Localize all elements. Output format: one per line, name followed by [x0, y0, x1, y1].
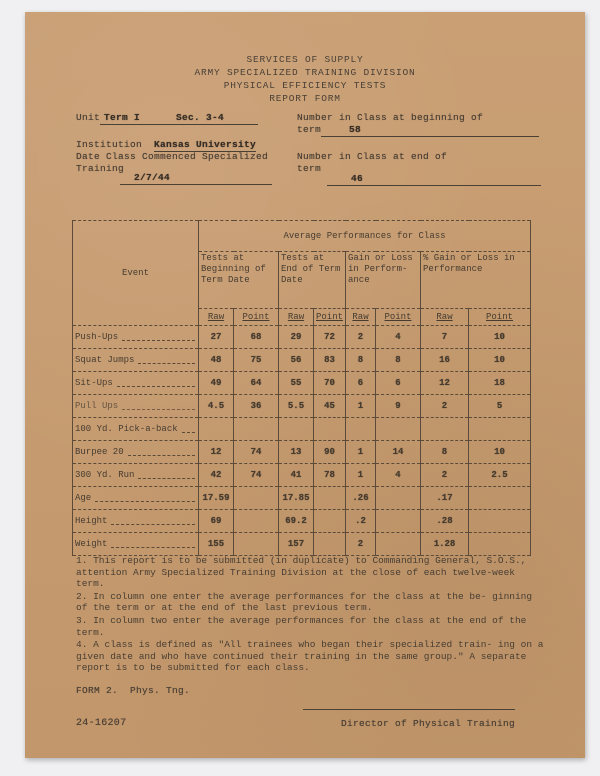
cell-value: 2: [421, 395, 469, 418]
cell-value: 69.2: [279, 510, 314, 533]
cell-value: 55: [279, 372, 314, 395]
end-label-line1: Number in Class at end of: [297, 151, 448, 162]
cell-value: .26: [346, 487, 376, 510]
cell-value: .17: [421, 487, 469, 510]
cell-value: [376, 533, 421, 556]
cell-value: 64: [234, 372, 279, 395]
event-label: Burpee 20: [75, 446, 124, 457]
cell-value: 8: [346, 349, 376, 372]
subheader-point-4: Point: [469, 309, 531, 326]
subheader-point-2: Point: [314, 309, 346, 326]
cell-value: .28: [421, 510, 469, 533]
document-title-block: [25, 53, 585, 105]
cell-value: 78: [314, 464, 346, 487]
cell-value: 90: [314, 441, 346, 464]
cell-value: 2.5: [469, 464, 531, 487]
note-2: 2. In column one enter the average performances for the class at the be- ginning of the term or at the end of the last previous term.: [76, 590, 533, 614]
cell-value: 5.5: [279, 395, 314, 418]
cell-value: 49: [199, 372, 234, 395]
begin-value: 58: [321, 124, 539, 137]
cell-value: [199, 418, 234, 441]
cell-value: 74: [234, 464, 279, 487]
date-label-line2: Training: [76, 163, 125, 174]
cell-value: 16: [421, 349, 469, 372]
event-label: Weight: [75, 538, 108, 549]
cell-value: .2: [346, 510, 376, 533]
begin-label-line1: Number in Class at beginning of: [297, 112, 484, 123]
cell-value: 1: [346, 395, 376, 418]
cell-value: [314, 533, 346, 556]
cell-value: 2: [421, 464, 469, 487]
cell-value: [469, 533, 531, 556]
cell-value: [234, 533, 279, 556]
cell-value: 12: [421, 372, 469, 395]
event-label: Squat Jumps: [75, 354, 135, 365]
col-header-span: Average Performances for Class: [199, 221, 531, 252]
cell-value: [469, 487, 531, 510]
institution-label: Institution: [76, 139, 143, 150]
table-row: [73, 349, 531, 372]
table-row: [73, 464, 531, 487]
cell-value: 17.85: [279, 487, 314, 510]
cell-value: [346, 418, 376, 441]
cell-value: 8: [376, 349, 421, 372]
table-row: [73, 533, 531, 556]
event-label: 300 Yd. Run: [75, 469, 135, 480]
cell-value: 2: [346, 533, 376, 556]
cell-value: 41: [279, 464, 314, 487]
subheader-raw-3: Raw: [346, 309, 376, 326]
cell-value: 72: [314, 326, 346, 349]
cell-value: 56: [279, 349, 314, 372]
title-line-3: PHYSICAL EFFICIENCY TESTS: [223, 80, 387, 91]
end-label-line2: term: [297, 163, 322, 174]
table-row: [73, 326, 531, 349]
cell-value: 83: [314, 349, 346, 372]
event-label: 100 Yd. Pick-a-back: [75, 423, 178, 434]
group-header-end: Tests at End of Term Date: [279, 252, 346, 309]
cell-value: 4: [376, 326, 421, 349]
document-number: 24-16207: [76, 718, 127, 729]
cell-value: 7: [421, 326, 469, 349]
cell-value: [314, 487, 346, 510]
cell-value: [376, 487, 421, 510]
table-row: [73, 395, 531, 418]
cell-value: 10: [469, 349, 531, 372]
cell-value: [234, 487, 279, 510]
group-header-gain: Gain or Loss in Perform- ance: [346, 252, 421, 309]
scanned-report-form: [25, 12, 585, 758]
cell-value: 1.28: [421, 533, 469, 556]
cell-value: 157: [279, 533, 314, 556]
begin-field: [297, 124, 539, 137]
performance-table: [72, 220, 531, 556]
cell-value: 8: [421, 441, 469, 464]
cell-value: [376, 510, 421, 533]
cell-value: 68: [234, 326, 279, 349]
signature-line: [303, 709, 515, 710]
group-header-begin: Tests at Beginning of Term Date: [199, 252, 279, 309]
cell-value: 1: [346, 464, 376, 487]
cell-value: 36: [234, 395, 279, 418]
subheader-raw-1: Raw: [199, 309, 234, 326]
signature-title: Director of Physical Training: [340, 718, 515, 729]
cell-value: 70: [314, 372, 346, 395]
begin-label-line2: term: [297, 124, 322, 135]
cell-value: [376, 418, 421, 441]
cell-value: 29: [279, 326, 314, 349]
subheader-raw-2: Raw: [279, 309, 314, 326]
date-label-line1: Date Class Commenced Specialized: [76, 151, 269, 162]
cell-value: 4: [376, 464, 421, 487]
unit-label: Unit: [76, 112, 101, 123]
cell-value: [234, 418, 279, 441]
subheader-raw-4: Raw: [421, 309, 469, 326]
cell-value: 45: [314, 395, 346, 418]
table-row: [73, 487, 531, 510]
cell-value: [314, 510, 346, 533]
cell-value: [279, 418, 314, 441]
group-header-pct: % Gain or Loss in Performance: [421, 252, 531, 309]
cell-value: 10: [469, 441, 531, 464]
cell-value: 13: [279, 441, 314, 464]
date-value: 2/7/44: [120, 172, 272, 185]
cell-value: 6: [376, 372, 421, 395]
form-number-line: FORM 2. Phys. Tng.: [76, 685, 191, 696]
cell-value: 9: [376, 395, 421, 418]
cell-value: 14: [376, 441, 421, 464]
unit-value: Term I Sec. 3-4: [100, 112, 258, 125]
cell-value: [314, 418, 346, 441]
note-3: 3. In column two enter the average performances for the class at the end of the term.: [76, 614, 527, 638]
cell-value: 12: [199, 441, 234, 464]
note-4: 4. A class is defined as "All trainees who began their specialized train- ing on a given date and who have continued their training in the same group." A separate report is to be submitted for each class.: [76, 639, 544, 674]
table-row: [73, 510, 531, 533]
cell-value: 155: [199, 533, 234, 556]
col-header-event: Event: [73, 221, 199, 326]
cell-value: 27: [199, 326, 234, 349]
subheader-point-3: Point: [376, 309, 421, 326]
event-label: Age: [75, 492, 92, 503]
end-field: [327, 173, 541, 186]
cell-value: 69: [199, 510, 234, 533]
cell-value: 74: [234, 441, 279, 464]
cell-value: [469, 510, 531, 533]
cell-value: [421, 418, 469, 441]
subheader-point-1: Point: [234, 309, 279, 326]
cell-value: 4.5: [199, 395, 234, 418]
event-label: Sit-Ups: [75, 377, 113, 388]
end-value: 46: [327, 173, 541, 186]
cell-value: [234, 510, 279, 533]
event-label: Push-Ups: [75, 331, 119, 342]
institution-value: Kansas University: [154, 139, 257, 150]
cell-value: 42: [199, 464, 234, 487]
cell-value: 10: [469, 326, 531, 349]
note-1: 1. This report is to be submitted (in duplicate) to Commanding General, S.O.S., attention Army Specialized Training Division at the close of each twelve-week term.: [76, 555, 527, 590]
cell-value: 1: [346, 441, 376, 464]
instruction-notes: [76, 555, 548, 675]
event-label: Height: [75, 515, 108, 526]
cell-value: 18: [469, 372, 531, 395]
table-row: [73, 372, 531, 395]
cell-value: 17.59: [199, 487, 234, 510]
cell-value: 6: [346, 372, 376, 395]
table-row: [73, 418, 531, 441]
event-label: Pull Ups: [75, 400, 119, 411]
cell-value: 2: [346, 326, 376, 349]
date-field: [120, 172, 272, 185]
table-row: [73, 441, 531, 464]
title-line-1: SERVICES OF SUPPLY: [246, 54, 364, 65]
unit-field: [76, 112, 258, 125]
title-line-4: REPORT FORM: [269, 93, 341, 104]
cell-value: [469, 418, 531, 441]
title-line-2: ARMY SPECIALIZED TRAINING DIVISION: [194, 67, 416, 78]
cell-value: 75: [234, 349, 279, 372]
cell-value: 48: [199, 349, 234, 372]
cell-value: 5: [469, 395, 531, 418]
